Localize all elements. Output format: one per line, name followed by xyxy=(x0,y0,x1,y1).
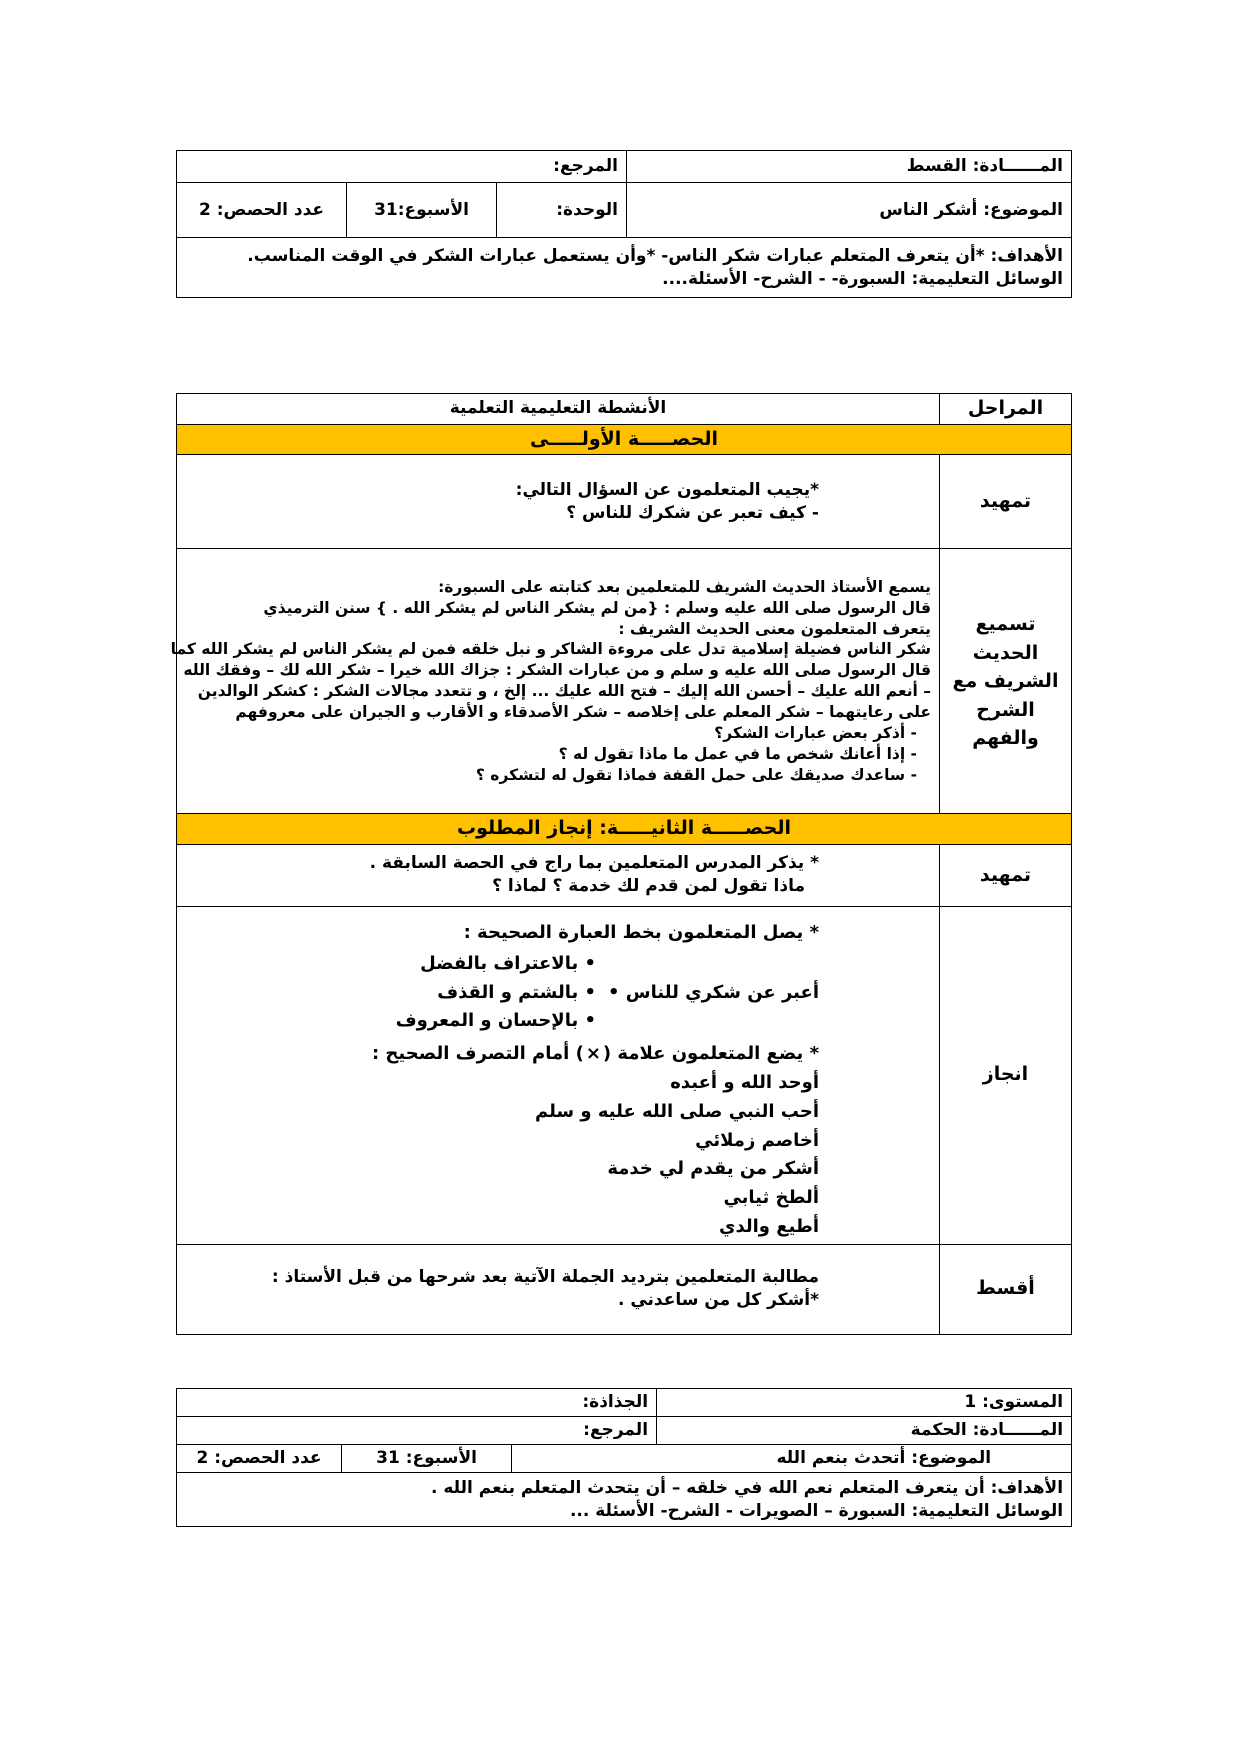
hadith-line: على رعايتهما – شكر المعلم على إخلاصه – شكر الأصدقاء و الأقارب و الجيران على معروفهم xyxy=(235,703,931,722)
sessions-2-cell: عدد الحصص: 2 xyxy=(177,1445,342,1473)
intro-1-line: - كيف تعبر عن شكرك للناس ؟ xyxy=(566,502,819,523)
hadith-line: – أنعم الله عليك – أحسن الله إليك – فتح الله عليك ... إلخ ، و تتعدد مجالات الشكر : كشكر الوالدين xyxy=(197,682,931,701)
header-table-2 xyxy=(176,1388,1072,1527)
conclude-stage: أقسط xyxy=(940,1244,1072,1334)
reference-2-cell: المرجع: xyxy=(177,1417,657,1445)
task-2-item: ألطخ ثيابي xyxy=(723,1187,819,1209)
subject-cell: المــــــادة: القسط xyxy=(627,151,1072,183)
objectives-text: الأهداف: *أن يتعرف المتعلم عبارات شكر الناس- *وأن يستعمل عبارات الشكر في الوقت المناسب. xyxy=(247,245,1064,266)
sessions-cell: عدد الحصص: 2 xyxy=(177,183,347,238)
task-2-item: أخاصم زملائي xyxy=(695,1129,819,1151)
unit-cell: الوحدة: xyxy=(497,183,627,238)
hadith-line: قال الرسول صلى الله عليه وسلم : {من لم يشكر الناس لم يشكر الله . } سنن الترميذي xyxy=(263,598,931,617)
hadith-line: قال الرسول صلى الله عليه و سلم و من عبارات الشكر : جزاك الله خيرا – شكر الله لك – وفقك الله xyxy=(183,661,931,680)
hadith-line: يتعرف المتعلمون معنى الحديث الشريف : xyxy=(618,619,931,638)
level-cell: المستوى: 1 xyxy=(657,1389,1072,1417)
session-1-band: الحصـــــة الأولـــــى xyxy=(177,424,1072,455)
objectives-2-cell xyxy=(177,1473,1072,1527)
matching-left: أعبر عن شكري للناس • xyxy=(608,981,819,1003)
conclude-activity xyxy=(177,1244,940,1334)
hadith-question: - ساعدك صديقك على حمل القفة فماذا تقول له لتشكره ؟ xyxy=(475,765,917,784)
hadith-line: شكر الناس فضيلة إسلامية تدل على مروءة الشاكر و نبل خلقه فمن لم يشكر الناس لم يشكر الله كما xyxy=(170,640,931,659)
task-2-intro-a: * يضع المتعلمون علامة ( xyxy=(602,1043,819,1065)
activities-header: الأنشطة التعليمية التعلمية xyxy=(177,394,940,425)
task-activity xyxy=(177,906,940,1244)
task-2-item: أطيع والدي xyxy=(718,1215,819,1237)
subject-2-cell: المــــــادة: الحكمة xyxy=(657,1417,1072,1445)
reference-cell: المرجع: xyxy=(177,151,627,183)
matching-exercise xyxy=(185,950,819,1036)
intro-1-activity xyxy=(177,455,940,549)
task-2-item: أحب النبي صلى الله عليه و سلم xyxy=(534,1100,819,1122)
session-2-band: الحصـــــة الثانيـــــة: إنجاز المطلوب xyxy=(177,814,1072,845)
topic-2-cell: الموضوع: أتحدث بنعم الله xyxy=(512,1445,1072,1473)
school-cell: الجذاذة: xyxy=(177,1389,657,1417)
matching-option: • بالاعتراف بالفضل xyxy=(420,952,596,974)
matching-options xyxy=(396,950,604,1036)
week-2-cell: الأسبوع: 31 xyxy=(342,1445,512,1473)
hadith-activity xyxy=(170,549,940,814)
intro-1-stage: تمهيد xyxy=(940,455,1072,549)
matching-option: • بالإحسان و المعروف xyxy=(395,1010,596,1032)
matching-option: • بالشتم و القذف xyxy=(437,981,596,1003)
objectives-2-text: الأهداف: أن يتعرف المتعلم نعم الله في خلقه – أن يتحدث المتعلم بنعم الله . xyxy=(430,1477,1064,1498)
conclude-line: مطالبة المتعلمين بترديد الجملة الآتية بعد شرحها من قبل الأستاذ : xyxy=(271,1267,819,1288)
task-intro: * يصل المتعلمون بخط العبارة الصحيحة : xyxy=(463,921,819,943)
task-stage: انجاز xyxy=(940,906,1072,1244)
intro-2-stage: تمهيد xyxy=(940,844,1072,906)
stages-header: المراحل xyxy=(940,394,1072,425)
objectives-cell xyxy=(177,238,1072,298)
task-2-item: أوحد الله و أعبده xyxy=(670,1071,819,1093)
hadith-stage-label: تسميع الحديث الشريف مع الشرح والفهم xyxy=(952,613,1059,750)
intro-2-activity xyxy=(177,844,940,906)
task-2-intro xyxy=(185,1040,819,1069)
topic-cell: الموضوع: أشكر الناس xyxy=(627,183,1072,238)
cross-mark: × xyxy=(585,1043,601,1065)
conclude-line: *أشكر كل من ساعدني . xyxy=(617,1290,819,1311)
intro-2-line: * يذكر المدرس المتعلمين بما راج في الحصة السابقة . xyxy=(369,853,819,874)
header-table-1 xyxy=(176,150,1072,298)
hadith-question: - إذا أعانك شخص ما في عمل ما ماذا تقول له ؟ xyxy=(558,745,917,764)
hadith-question: - أذكر بعض عبارات الشكر؟ xyxy=(714,724,917,743)
week-cell: الأسبوع:31 xyxy=(347,183,497,238)
hadith-line: يسمع الأستاذ الحديث الشريف للمتعلمين بعد كتابته على السبورة: xyxy=(438,577,931,596)
hadith-stage xyxy=(940,549,1072,814)
intro-2-line: ماذا تقول لمن قدم لك خدمة ؟ لماذا ؟ xyxy=(492,876,805,897)
aids-text: الوسائل التعليمية: السبورة- - الشرح- الأسئلة.... xyxy=(662,268,1064,289)
task-2-item: أشكر من يقدم لي خدمة xyxy=(607,1158,819,1180)
lesson-table xyxy=(170,393,1072,1335)
task-2-intro-b: ) أمام التصرف الصحيح : xyxy=(371,1043,584,1065)
aids-2-text: الوسائل التعليمية: السبورة – الصويرات - الشرح- الأسئلة ... xyxy=(569,1500,1064,1521)
intro-1-line: *يجيب المتعلمون عن السؤال التالي: xyxy=(515,479,819,500)
